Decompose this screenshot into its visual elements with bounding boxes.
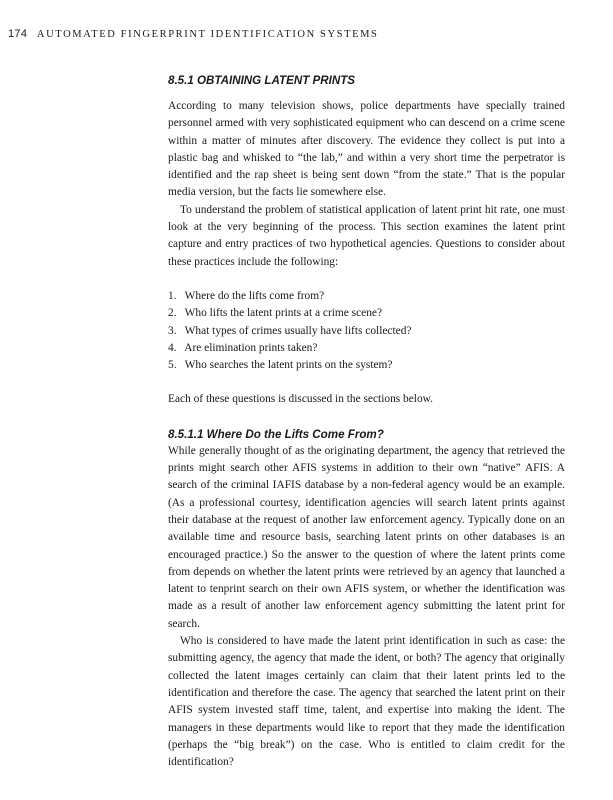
list-item: 2. Who lifts the latent prints at a crime scene? bbox=[168, 307, 383, 320]
page-number: 174 bbox=[8, 28, 28, 40]
list-item: 4. Are elimination prints taken? bbox=[168, 341, 318, 354]
page-body bbox=[168, 72, 565, 771]
questions-list bbox=[168, 288, 565, 374]
list-item: 1. Where do the lifts come from? bbox=[168, 289, 325, 302]
running-head-title: AUTOMATED FINGERPRINT IDENTIFICATION SYSTEMS bbox=[36, 29, 379, 40]
spacer bbox=[168, 271, 565, 288]
running-head bbox=[8, 28, 379, 40]
spacer bbox=[168, 409, 565, 426]
subsection-heading: 8.5.1.1 Where Do the Lifts Come From? bbox=[168, 427, 384, 441]
section-heading: 8.5.1 OBTAINING LATENT PRINTS bbox=[168, 74, 356, 87]
list-item: 3. What types of crimes usually have lifts collected? bbox=[168, 324, 412, 337]
spacer bbox=[168, 374, 565, 391]
closing-paragraph: Each of these questions is discussed in the sections below. bbox=[168, 393, 433, 406]
section-paragraph-1: According to many television shows, police departments have specially trained personnel armed with very sophisticated equipment who can descend on a crime scene within a matter of minutes after discovery. The evidence they collect is put into a plastic bag and whisked to “the lab,” and within a very short time the perpetrator is identified and the rap sheet is being sent down “from the state.” That is the popular media version, but the facts lie somewhere else. bbox=[168, 100, 565, 199]
subsection-paragraph-2: Who is considered to have made the latent print identification in such as case: the submitting agency, the agency that made the ident, or both? The agency that originally collected the latent images certainly can claim that their latent prints led to the identification and therefore the case. The agency that searched the latent print on their AFIS system invested staff time, talent, and expertise into making the ident. The managers in these departments would like to report that they made the identification (perhaps the “big break”) on the case. Who is entitled to claim credit for the identification? bbox=[168, 635, 565, 769]
subsection-paragraph-1: While generally thought of as the originating department, the agency that retrieved the prints might search other AFIS systems in addition to their own “native” AFIS. A search of the criminal IAFIS database by a non-federal agency would be an example. (As a professional courtesy, identification agencies will search latent prints against their database at the request of another law enforcement agency. Typically done on an available time and resource basis, searching latent prints on other databases is an encouraged practice.) So the answer to the question of where the latent prints come from depends on whether the latent prints were retrieved by an agency that launched a latent to tenprint search on their own AFIS system, or whether the identification was made as a result of another law enforcement agency submitting the latent print for search. bbox=[168, 444, 565, 630]
list-item: 5. Who searches the latent prints on the system? bbox=[168, 359, 393, 372]
section-paragraph-2: To understand the problem of statistical application of latent print hit rate, one must look at the very beginning of the process. This section examines the latent print capture and entry practices of two hypothetical agencies. Questions to consider about these practices include the following: bbox=[168, 203, 565, 268]
